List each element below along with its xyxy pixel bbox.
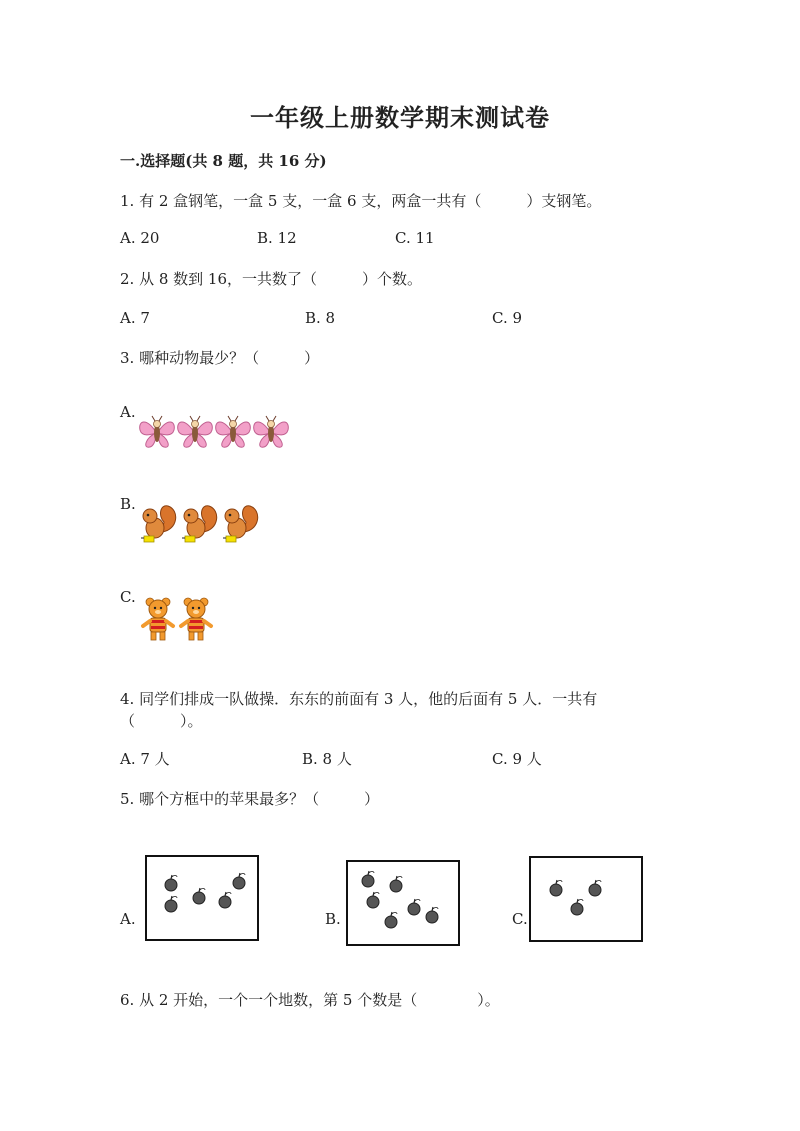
squirrel-group	[138, 502, 263, 546]
question-6: 6. 从 2 开始，一个一个地数，第 5 个数是（ ）。	[120, 991, 500, 1009]
question-2: 2. 从 8 数到 16，一共数了（ ）个数。	[120, 270, 423, 288]
q1-option-c[interactable]: C. 11	[395, 229, 435, 247]
question-5: 5. 哪个方框中的苹果最多？（ ）	[120, 790, 380, 808]
squirrel-icon	[223, 506, 258, 542]
q3-option-c[interactable]: C.	[120, 588, 136, 606]
q4-option-b[interactable]: B. 8 人	[302, 750, 352, 768]
apple-box-c[interactable]	[529, 856, 643, 942]
bear-icon	[181, 598, 211, 640]
apple-box-b[interactable]	[346, 860, 460, 946]
q5-option-c[interactable]: C.	[512, 910, 528, 928]
bear-icon	[143, 598, 173, 640]
q4-option-a[interactable]: A. 7 人	[120, 750, 170, 768]
butterfly-icon	[216, 416, 251, 447]
q2-option-c[interactable]: C. 9	[492, 309, 523, 327]
q1-option-b[interactable]: B. 12	[257, 229, 297, 247]
section-heading: 一.选择题(共 8 题，共 16 分)	[120, 152, 327, 170]
q5-option-b[interactable]: B.	[325, 910, 341, 928]
squirrel-icon	[182, 506, 217, 542]
q3-option-b[interactable]: B.	[120, 495, 136, 513]
butterfly-icon	[140, 416, 175, 447]
question-4-line1: 4. 同学们排成一队做操．东东的前面有 3 人，他的后面有 5 人．一共有	[120, 690, 598, 708]
q2-option-a[interactable]: A. 7	[120, 309, 150, 327]
butterfly-icon	[254, 416, 289, 447]
butterfly-group	[138, 415, 290, 453]
question-3: 3. 哪种动物最少？（ ）	[120, 349, 320, 367]
bear-group	[140, 596, 220, 644]
q3-option-a[interactable]: A.	[120, 403, 136, 421]
butterfly-icon	[178, 416, 213, 447]
q2-option-b[interactable]: B. 8	[305, 309, 336, 327]
q1-option-a[interactable]: A. 20	[120, 229, 160, 247]
q4-option-c[interactable]: C. 9 人	[492, 750, 542, 768]
page-title: 一年级上册数学期末测试卷	[250, 103, 550, 132]
apple-box-a[interactable]	[145, 855, 259, 941]
squirrel-icon	[141, 506, 176, 542]
question-1: 1. 有 2 盒钢笔，一盒 5 支，一盒 6 支，两盒一共有（ ）支钢笔。	[120, 192, 602, 210]
q5-option-a[interactable]: A.	[120, 910, 136, 928]
question-4-line2: （ ）。	[120, 712, 203, 730]
